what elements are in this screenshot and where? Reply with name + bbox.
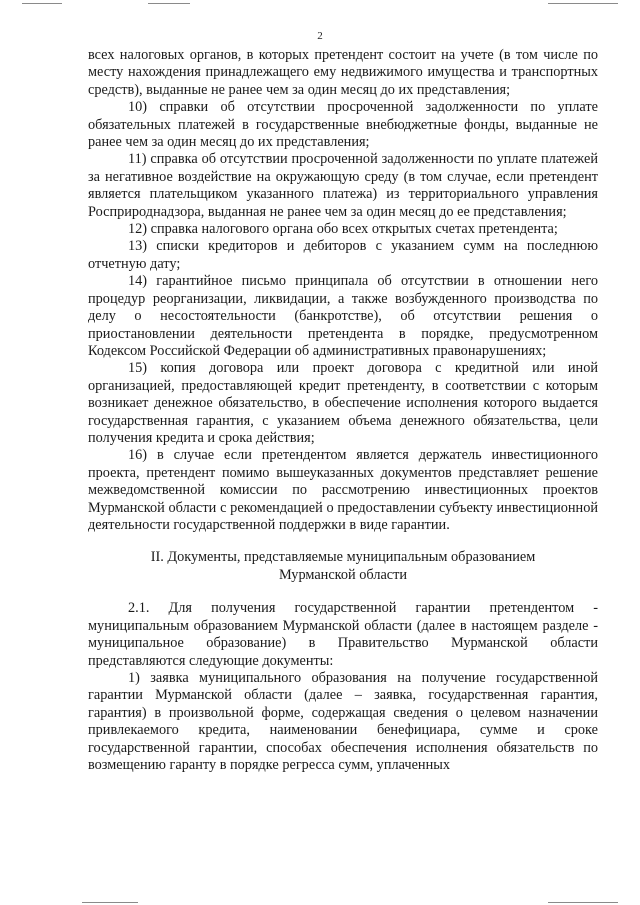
paragraph: 1) заявка муниципального образования на получение государственной гарантии Мурманской области (далее – заявка, государственная гарантия, гарантия) в произвольной форме, содержащая сведения о целевом назначении привлекаемого кредита, наименовании бенефициара, сумме и сроке государственной гарантии, способах обеспечения исполнения обязательств по возмещению гаранту в порядке регресса сумм, уплаченных [88,670,598,774]
scan-artifact-top-center [148,3,190,4]
paragraph: 16) в случае если претендентом является держатель инвестиционного проекта, претендент помимо вышеуказанных документов представляет решение межведомственной комиссии по рассмотрению инвестиционных проектов Мурманской области с рекомендацией о предоставлении субъекту инвестиционной деятельности государственной поддержки в виде гарантии. [88,447,598,533]
scan-artifact-top-left [22,3,62,4]
paragraph: 10) справки об отсутствии просроченной задолженности по уплате обязательных платежей в государственные внебюджетные фонды, выданные не ранее чем за один месяц до их представления; [88,99,598,151]
document-body [88,47,598,774]
paragraph: 15) копия договора или проект договора с кредитной или иной организацией, предоставляющей кредит претенденту, в соответствии с которым возникает денежное обязательство, в обеспечение исполнения которого выдается государственная гарантия, с указанием объема денежного обязательства, цели получения кредита и срока действия; [88,360,598,446]
paragraph: 13) списки кредиторов и дебиторов с указанием сумм на последнюю отчетную дату; [88,238,598,272]
section-title-line2: Мурманской области [278,567,408,584]
paragraph: 11) справка об отсутствии просроченной задолженности по уплате платежей за негативное воздействие на окружающую среду (в том случае, если претендент является плательщиком указанного платежа) из территориального управления Росприроднадзора, выданная не ранее чем за один месяц до ее представления; [88,151,598,220]
paragraphs-after-section [88,600,598,774]
paragraph: 14) гарантийное письмо принципала об отсутствии в отношении него процедур реорганизации, ликвидации, а также возбужденного производства по делу о несостоятельности (банкротстве), об отсутствии решения о приостановлении деятельности претендента в порядке, предусмотренном Кодексом Российской Федерации об административных правонарушениях; [88,273,598,359]
paragraph: 12) справка налогового органа обо всех открытых счетах претендента; [128,221,558,238]
paragraph: 2.1. Для получения государственной гарантии претендентом - муниципальным образованием Мурманской области (далее в настоящем разделе - муниципальное образование) в Правительство Мурманской области представляются следующие документы: [88,600,598,669]
scan-artifact-bottom-right [548,902,618,903]
scan-artifact-top-right [548,3,618,4]
paragraph: всех налоговых органов, в которых претендент состоит на учете (в том числе по месту нахождения принадлежащего ему недвижимого имущества и транспортных средств), выданные не ранее чем за один месяц до их представления; [88,47,598,98]
section-title-line1: II. Документы, представляемые муниципальным образованием [150,549,536,566]
scan-artifact-bottom-left [82,902,138,903]
section-title [88,548,598,584]
paragraphs-before-section [88,47,598,534]
page-number: 2 [317,30,323,42]
